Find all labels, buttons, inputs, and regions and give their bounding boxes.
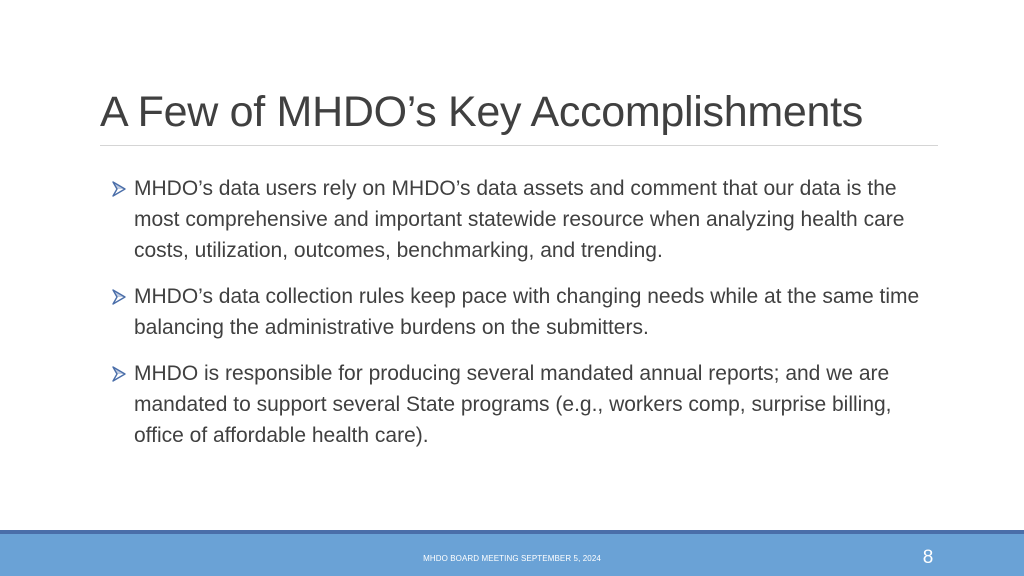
title-divider <box>100 145 938 146</box>
slide-title: A Few of MHDO’s Key Accomplishments <box>100 88 863 136</box>
arrow-bullet-icon <box>110 365 128 383</box>
bullet-item <box>110 281 940 343</box>
arrow-bullet-icon <box>110 288 128 306</box>
arrow-bullet-icon <box>110 180 128 198</box>
bullet-text: MHDO’s data users rely on MHDO’s data assets and comment that our data is the most comprehensive and important statewide resource when analyzing health care costs, utilization, outcomes, benchmarking, and trending. <box>134 177 905 262</box>
page-number: 8 <box>922 547 934 568</box>
bullet-text: MHDO is responsible for producing several mandated annual reports; and we are mandated to support several State programs (e.g., workers comp, surprise billing, office of affordable health care). <box>134 362 892 447</box>
bullet-list <box>110 173 940 466</box>
bullet-item <box>110 358 940 451</box>
footer-text: MHDO BOARD MEETING SEPTEMBER 5, 2024 <box>423 554 601 563</box>
bullet-item <box>110 173 940 266</box>
bullet-text: MHDO’s data collection rules keep pace with changing needs while at the same time balancing the administrative burdens on the submitters. <box>134 285 920 339</box>
